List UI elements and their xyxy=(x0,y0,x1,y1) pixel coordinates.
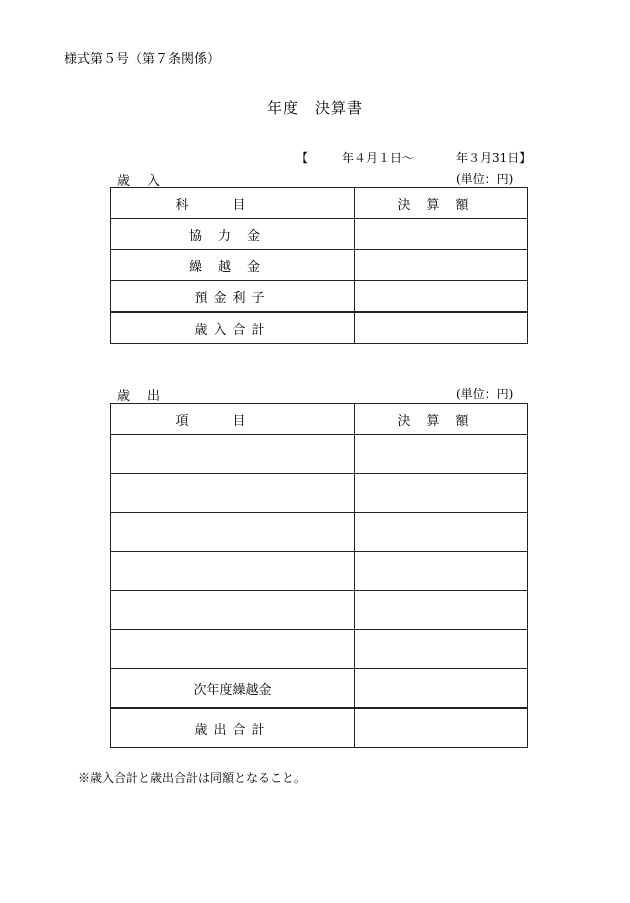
table-row xyxy=(111,281,528,313)
expense-amount-cell[interactable] xyxy=(355,669,528,709)
footnote: ※歳入合計と歳出合計は同額となること。 xyxy=(78,771,307,785)
income-amount-cell[interactable] xyxy=(355,281,528,313)
expense-total-label: 歳出合計 xyxy=(111,708,355,748)
expense-item-cell[interactable] xyxy=(111,513,355,552)
income-section-label: 歳 入 xyxy=(117,174,163,189)
expense-header-amount: 決算額 xyxy=(355,404,528,435)
expense-total-amount-cell[interactable] xyxy=(355,708,528,748)
expense-section-label: 歳 出 xyxy=(117,389,163,404)
table-row xyxy=(111,630,528,669)
expense-item-cell[interactable] xyxy=(111,435,355,474)
table-row xyxy=(111,669,528,709)
income-total-row xyxy=(111,312,528,344)
income-unit-label: (単位：円) xyxy=(456,172,514,186)
expense-amount-cell[interactable] xyxy=(355,591,528,630)
expense-table xyxy=(110,403,528,748)
expense-unit-label: (単位：円) xyxy=(456,387,514,401)
document-title: 年度 決算書 xyxy=(266,99,363,117)
income-total-amount-cell[interactable] xyxy=(355,312,528,344)
income-header-row xyxy=(111,188,528,219)
income-item: 繰越金 xyxy=(111,250,355,281)
income-table xyxy=(110,187,528,344)
expense-item-cell[interactable] xyxy=(111,474,355,513)
expense-amount-cell[interactable] xyxy=(355,474,528,513)
expense-amount-cell[interactable] xyxy=(355,630,528,669)
period-end: 年３月31日】 xyxy=(456,151,532,165)
expense-amount-cell[interactable] xyxy=(355,513,528,552)
expense-header-item: 項目 xyxy=(111,404,355,435)
expense-item-cell[interactable] xyxy=(111,591,355,630)
table-row xyxy=(111,250,528,281)
table-row xyxy=(111,219,528,250)
income-total-label: 歳入合計 xyxy=(111,312,355,344)
table-row xyxy=(111,435,528,474)
expense-item-cell[interactable] xyxy=(111,552,355,591)
expense-item-cell[interactable] xyxy=(111,630,355,669)
income-item: 協力金 xyxy=(111,219,355,250)
expense-header-row xyxy=(111,404,528,435)
expense-amount-cell[interactable] xyxy=(355,552,528,591)
form-number: 様式第５号（第７条関係） xyxy=(64,52,221,67)
fiscal-period xyxy=(296,149,531,166)
income-amount-cell[interactable] xyxy=(355,219,528,250)
expense-amount-cell[interactable] xyxy=(355,435,528,474)
table-row xyxy=(111,591,528,630)
expense-total-row xyxy=(111,708,528,748)
period-open-bracket: 【 xyxy=(296,151,309,165)
table-row xyxy=(111,474,528,513)
income-header-amount: 決算額 xyxy=(355,188,528,219)
income-header-item: 科目 xyxy=(111,188,355,219)
table-row xyxy=(111,513,528,552)
table-row xyxy=(111,552,528,591)
income-amount-cell[interactable] xyxy=(355,250,528,281)
expense-item-carryover: 次年度繰越金 xyxy=(111,669,355,709)
income-item: 預金利子 xyxy=(111,281,355,313)
period-start: 年４月１日～ xyxy=(342,151,415,165)
